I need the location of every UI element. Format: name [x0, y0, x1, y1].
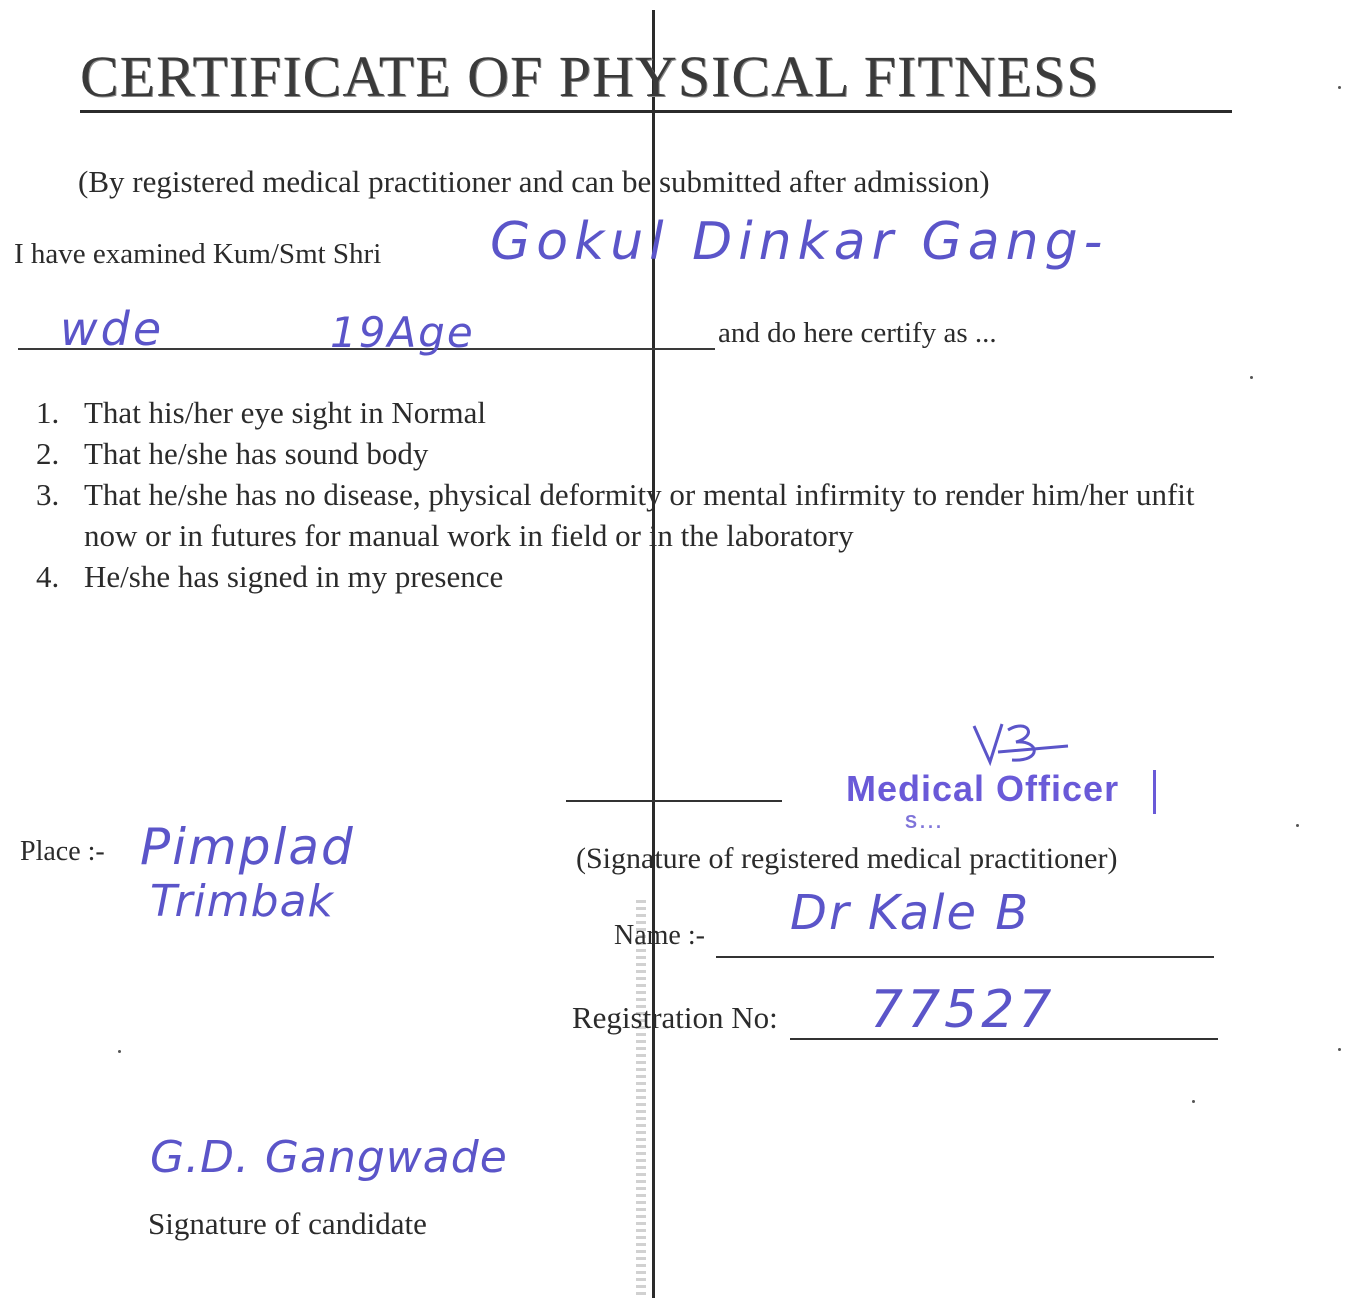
scan-speck: [1250, 376, 1253, 379]
stamp-subtitle: S...: [905, 812, 945, 832]
title-underline: [80, 110, 1232, 113]
place-value-line2: Trimbak: [150, 876, 335, 927]
condition-item: [36, 392, 1236, 433]
certificate-subtitle: (By registered medical practitioner and can be submitted after admission): [78, 164, 990, 199]
candidate-age: 19Age: [330, 308, 475, 357]
registration-label: Registration No:: [572, 1000, 778, 1035]
scan-speck: [118, 1050, 121, 1053]
initials-scribble-icon: [968, 716, 1078, 776]
practitioner-name-value: Dr Kale B: [790, 885, 1031, 941]
candidate-name-line1: Gokul Dinkar Gang-: [490, 212, 1109, 272]
condition-text: That his/her eye sight in Normal: [84, 395, 487, 430]
condition-item: [36, 474, 1236, 556]
signature-rule: [566, 800, 782, 802]
stamp-border: [1153, 770, 1156, 814]
conditions-list: [36, 392, 1236, 597]
candidate-signature: G.D. Gangwade: [150, 1132, 508, 1183]
condition-text: That he/she has sound body: [84, 436, 429, 471]
examined-prefix: I have examined Kum/Smt Shri: [14, 238, 382, 270]
condition-item: [36, 556, 1236, 597]
condition-item: [36, 433, 1236, 474]
scan-speck: [1296, 824, 1299, 827]
scan-speck: [1192, 1100, 1195, 1103]
candidate-signature-label: Signature of candidate: [148, 1206, 427, 1241]
scan-speck: [1338, 86, 1341, 89]
practitioner-name-label: Name :-: [614, 920, 705, 951]
registration-value: 77527: [870, 980, 1056, 1040]
condition-number: 1.: [36, 395, 60, 430]
practitioner-signature-label: (Signature of registered medical practitioner): [576, 842, 1118, 875]
condition-number: 2.: [36, 436, 60, 471]
place-value-line1: Pimplad: [140, 818, 355, 876]
condition-number: 4.: [36, 559, 60, 594]
practitioner-name-rule: [716, 956, 1214, 958]
certificate-title: CERTIFICATE OF PHYSICAL FITNESS: [80, 44, 1100, 109]
scan-speck: [1338, 1048, 1341, 1051]
certify-text: and do here certify as ...: [718, 317, 997, 349]
place-label: Place :-: [20, 836, 105, 867]
medical-officer-stamp: Medical Officer: [846, 768, 1120, 809]
condition-number: 3.: [36, 477, 60, 512]
fold-smudge: [636, 900, 646, 1298]
condition-text: That he/she has no disease, physical deformity or mental infirmity to render him/her unfit now or in futures for manual work in field or in the laboratory: [84, 477, 1195, 553]
condition-text: He/she has signed in my presence: [84, 559, 504, 594]
candidate-name-line2: wde: [60, 302, 165, 356]
